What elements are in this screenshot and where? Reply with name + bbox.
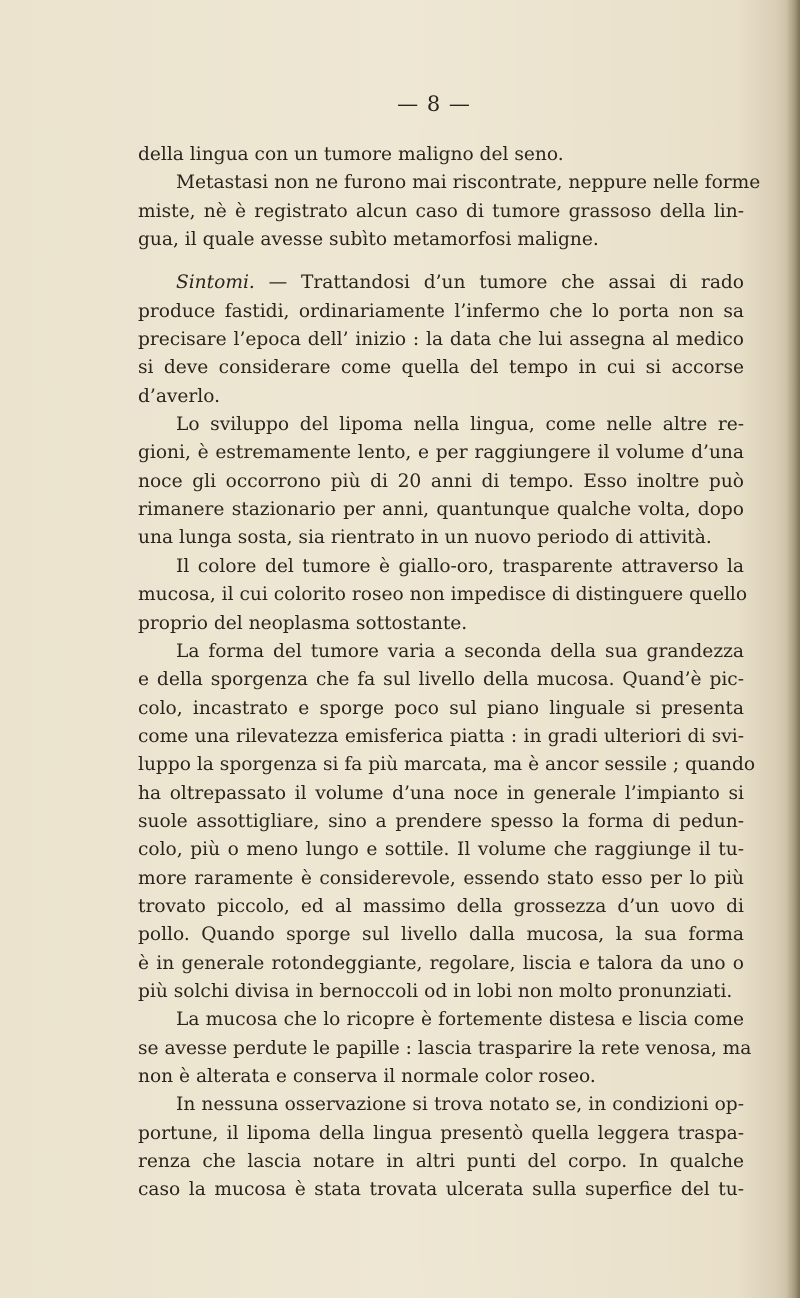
text-line: trovato piccolo, ed al massimo della grossezza d’un uovo di: [138, 895, 744, 917]
text-line: rimanere stazionario per anni, quantunque qualche volta, dopo: [138, 499, 744, 521]
text-line: e della sporgenza che fa sul livello della mucosa. Quand’è pic-: [138, 669, 744, 691]
text-line: colo, più o meno lungo e sottile. Il volume che raggiunge il tu-: [138, 839, 744, 861]
text-line: portune, il lipoma della lingua presentò quella leggera traspa-: [138, 1122, 744, 1144]
text-line: [138, 269, 744, 297]
body-text: [138, 141, 761, 1205]
text-line: più solchi divisa in bernoccoli od in lobi non molto pronunziati.: [138, 980, 733, 1002]
text-line: In nessuna osservazione si trova notato se, in condizioni op-: [176, 1094, 744, 1116]
text-line: Il colore del tumore è giallo-oro, trasparente attraverso la: [176, 555, 744, 577]
text-line: La mucosa che lo ricopre è fortemente distesa e liscia come: [176, 1009, 744, 1031]
text-line: Metastasi non ne furono mai riscontrate, neppure nelle forme: [176, 172, 761, 194]
text-line: se avesse perdute le papille : lascia trasparire la rete venosa, ma: [138, 1037, 752, 1059]
text-line: produce fastidi, ordinariamente l’infermo che lo porta non sa: [138, 300, 744, 322]
text-line: proprio del neoplasma sottostante.: [138, 612, 468, 634]
text-line: luppo la sporgenza si fa più marcata, ma è ancor sessile ; quando: [138, 754, 756, 776]
text-line: Lo sviluppo del lipoma nella lingua, come nelle altre re-: [176, 414, 744, 436]
text-line-rest: — Trattandosi d’un tumore che assai di rado: [268, 272, 744, 294]
text-line: miste, nè è registrato alcun caso di tumore grassoso della lin-: [138, 200, 744, 222]
text-line: precisare l’epoca dell’ inizio : la data che lui assegna al medico: [138, 329, 744, 351]
text-line: della lingua con un tumore maligno del seno.: [138, 144, 564, 165]
page-number: — 8 —: [397, 92, 471, 116]
text-line: noce gli occorrono più di 20 anni di tempo. Esso inoltre può: [138, 470, 744, 492]
text-line: non è alterata e conserva il normale color roseo.: [138, 1066, 596, 1087]
text-line: caso la mucosa è stata trovata ulcerata sulla superfice del tu-: [138, 1179, 744, 1201]
paragraph-gap: [138, 254, 744, 269]
page-edge-shadow: [786, 0, 800, 1298]
text-line: è in generale rotondeggiante, regolare, liscia e talora da uno o: [138, 952, 744, 974]
text-line: pollo. Quando sporge sul livello dalla mucosa, la sua forma: [138, 924, 744, 946]
text-line: si deve considerare come quella del tempo in cui si accorse: [138, 357, 744, 379]
text-line: una lunga sosta, sia rientrato in un nuovo periodo di attività.: [138, 527, 712, 549]
text-line: gioni, è estremamente lento, e per raggiungere il volume d’una: [138, 442, 744, 464]
text-line: d’averlo.: [138, 385, 221, 407]
text-line: La forma del tumore varia a seconda della sua grandezza: [176, 640, 744, 662]
text-line: ha oltrepassato il volume d’una noce in generale l’impianto si: [138, 782, 744, 804]
text-line: colo, incastrato e sporge poco sul piano linguale si presenta: [138, 697, 744, 719]
text-line: mucosa, il cui colorito roseo non impedisce di distinguere quello: [138, 584, 748, 606]
text-line: suole assottigliare, sino a prendere spesso la forma di pedun-: [138, 810, 744, 832]
text-line: come una rilevatezza emisferica piatta : in gradi ulteriori di svi-: [138, 725, 744, 747]
text-line: more raramente è considerevole, essendo stato esso per lo più: [138, 867, 744, 889]
text-line: renza che lascia notare in altri punti del corpo. In qualche: [138, 1151, 744, 1173]
section-heading: Sintomi.: [176, 272, 255, 294]
text-line: gua, il quale avesse subìto metamorfosi maligne.: [138, 229, 599, 251]
